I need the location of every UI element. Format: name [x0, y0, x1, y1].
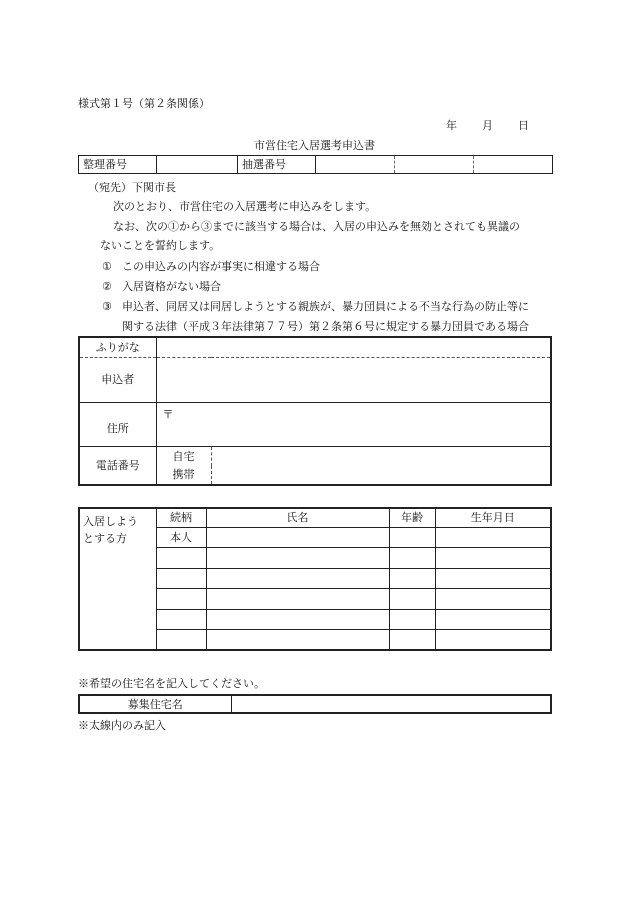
relation-cell[interactable] — [156, 547, 206, 568]
form-number: 様式第１号（第２条関係） — [78, 97, 210, 110]
occupants-group-label-line1: 入居しよう — [83, 515, 138, 528]
condition-1-text: この申込みの内容が事実に相違する場合 — [122, 260, 320, 273]
housing-name-label: 募集住宅名 — [79, 695, 231, 713]
birthdate-cell[interactable] — [435, 568, 551, 588]
condition-3-text: 申込者、同居又は同居しようとする親族が、暴力団員による不当な行為の防止等に — [122, 300, 529, 313]
addressee: （宛先）下関市長 — [88, 181, 176, 194]
pledge-line-1: なお、次の①から③までに該当する場合は、入居の申込みを無効とされても異議の — [113, 220, 520, 233]
birthdate-header: 生年月日 — [435, 508, 551, 527]
condition-3-number: ③ — [102, 300, 112, 313]
name-cell[interactable] — [206, 609, 389, 629]
birthdate-cell[interactable] — [435, 588, 551, 609]
reference-number-table — [78, 155, 553, 174]
address-label: 住所 — [79, 402, 156, 446]
lottery-number-field-3[interactable] — [474, 156, 553, 174]
age-cell[interactable] — [389, 568, 435, 588]
phone-label: 電話番号 — [79, 447, 156, 485]
housing-name-field[interactable] — [231, 695, 551, 713]
occupants-table — [78, 507, 552, 651]
age-header: 年齢 — [389, 508, 435, 527]
age-cell[interactable] — [389, 609, 435, 629]
relation-cell[interactable] — [156, 588, 206, 609]
name-header: 氏名 — [206, 508, 389, 527]
footer-note: ※太線内のみ記入 — [78, 719, 166, 732]
birthdate-cell[interactable] — [435, 527, 551, 547]
name-cell[interactable] — [206, 527, 389, 547]
occupants-group-label-line2: とする方 — [83, 532, 127, 546]
intro-line: 次のとおり、市営住宅の入居選考に申込みをします。 — [113, 200, 377, 213]
date-year-label: 年 — [446, 119, 457, 132]
lottery-number-field-1[interactable] — [316, 156, 395, 174]
page-title: 市営住宅入居選考申込書 — [254, 139, 375, 152]
birthdate-cell[interactable] — [435, 629, 551, 650]
relation-cell[interactable] — [156, 568, 206, 588]
home-phone-field[interactable] — [211, 447, 551, 466]
age-cell[interactable] — [389, 629, 435, 650]
postal-mark: 〒 — [162, 407, 174, 421]
name-cell[interactable] — [206, 568, 389, 588]
lottery-number-label: 抽選番号 — [238, 156, 316, 174]
relation-cell[interactable] — [156, 629, 206, 650]
furigana-label: ふりがな — [79, 337, 156, 357]
housing-name-table — [78, 694, 552, 714]
age-cell[interactable] — [389, 547, 435, 568]
lottery-number-field-2[interactable] — [395, 156, 474, 174]
address-field[interactable] — [156, 402, 551, 446]
housing-note: ※希望の住宅名を記入してください。 — [78, 677, 265, 690]
relation-cell[interactable]: 本人 — [156, 527, 206, 547]
mobile-phone-field[interactable] — [211, 466, 551, 485]
condition-2-text: 入居資格がない場合 — [122, 280, 221, 293]
age-cell[interactable] — [389, 527, 435, 547]
home-phone-label: 自宅 — [156, 447, 211, 466]
relation-header: 続柄 — [156, 508, 206, 527]
age-cell[interactable] — [389, 588, 435, 609]
ref-number-field[interactable] — [157, 156, 238, 174]
birthdate-cell[interactable] — [435, 547, 551, 568]
name-cell[interactable] — [206, 547, 389, 568]
date-day-label: 日 — [518, 119, 529, 132]
name-cell[interactable] — [206, 629, 389, 650]
condition-1-number: ① — [102, 260, 112, 273]
name-cell[interactable] — [206, 588, 389, 609]
mobile-phone-label: 携帯 — [156, 466, 211, 485]
applicant-name-field[interactable] — [156, 357, 551, 402]
relation-cell[interactable] — [156, 609, 206, 629]
ref-number-label: 整理番号 — [79, 156, 157, 174]
applicant-name-label: 申込者 — [79, 357, 156, 402]
date-month-label: 月 — [482, 119, 493, 132]
applicant-table — [78, 336, 552, 486]
pledge-line-2: ないことを誓約します。 — [100, 239, 221, 252]
occupants-group-label — [79, 508, 156, 650]
condition-2-number: ② — [102, 280, 112, 293]
furigana-field[interactable] — [156, 337, 551, 357]
condition-3-continued: 関する法律（平成３年法律第７７号）第２条第６号に規定する暴力団員である場合 — [122, 320, 529, 333]
birthdate-cell[interactable] — [435, 609, 551, 629]
